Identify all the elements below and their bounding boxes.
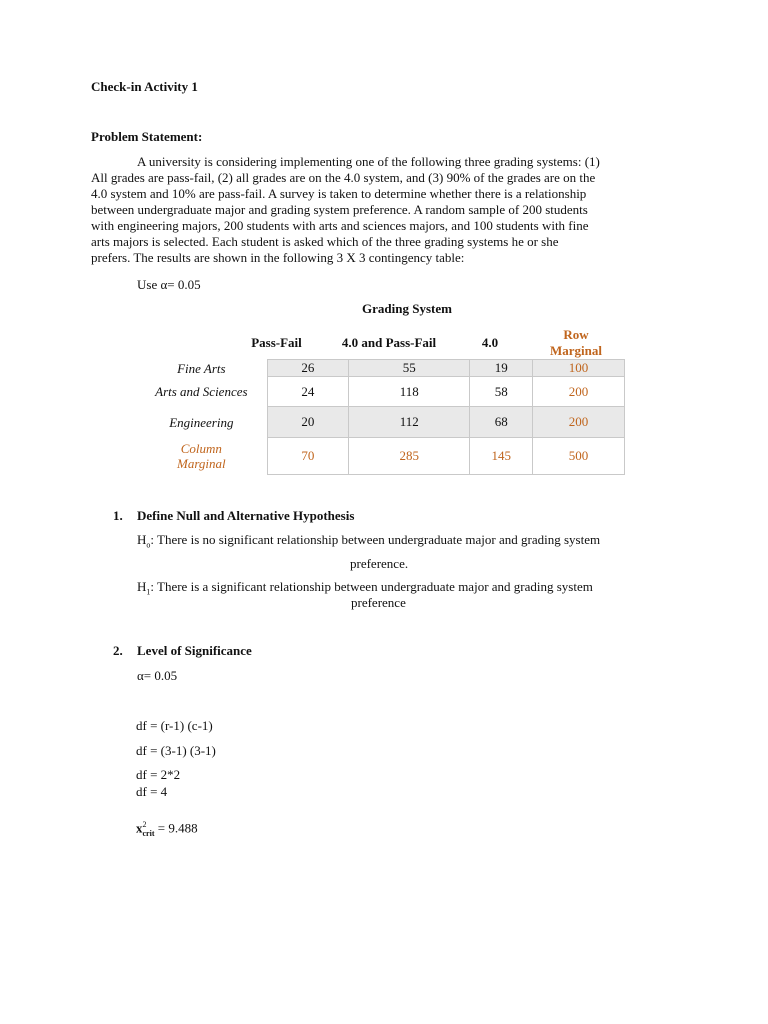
table-cell: 19 [470, 360, 533, 377]
column-header: 4.0 [481, 335, 499, 350]
h1-subscript: 1 [146, 587, 151, 597]
contingency-table [136, 359, 625, 475]
problem-line: with engineering majors, 200 students with arts and sciences majors, and 100 students with fine [91, 218, 589, 233]
table-cell: 58 [470, 377, 533, 407]
alpha-value: α= 0.05 [137, 668, 178, 683]
column-marginal-cell: 145 [470, 438, 533, 475]
h1-symbol: H [137, 579, 147, 594]
row-label: Engineering [136, 407, 267, 438]
table-title: Grading System [362, 301, 452, 316]
df-result: df = 4 [136, 784, 168, 799]
section-number: 2. [113, 643, 123, 658]
problem-line: 4.0 system and 10% are pass-fail. A survey is taken to determine whether there is a relationship [91, 186, 587, 201]
table-cell: 20 [267, 407, 348, 438]
column-header: Pass-Fail [251, 335, 302, 350]
row-marginal-cell: 200 [533, 377, 625, 407]
table-row [136, 407, 625, 438]
problem-line: prefers. The results are shown in the following 3 X 3 contingency table: [91, 250, 465, 265]
grand-total-cell: 500 [533, 438, 625, 475]
row-marginal-header: Row Marginal [550, 327, 602, 358]
problem-line: between undergraduate major and grading system preference. A random sample of 200 students [91, 202, 588, 217]
chi-value: = 9.488 [157, 820, 198, 836]
section-heading: Level of Significance [137, 643, 252, 658]
table-cell: 68 [470, 407, 533, 438]
chi-symbol: x [136, 820, 143, 836]
null-hypothesis [137, 532, 600, 554]
chi-critical [136, 817, 198, 842]
table-row [136, 360, 625, 377]
alpha-usage: Use α= 0.05 [137, 277, 201, 292]
section-heading: Define Null and Alternative Hypothesis [137, 508, 355, 523]
row-marginal-cell: 100 [533, 360, 625, 377]
column-marginal-cell: 285 [349, 438, 470, 475]
table-cell: 118 [349, 377, 470, 407]
table-row [136, 438, 625, 475]
problem-line: A university is considering implementing one of the following three grading systems: (1) [137, 154, 600, 169]
page-title: Check-in Activity 1 [91, 79, 198, 94]
column-marginal-label: Column Marginal [136, 438, 267, 475]
row-marginal-cell: 200 [533, 407, 625, 438]
table-cell: 24 [267, 377, 348, 407]
chi-subscript: crit [142, 828, 155, 838]
problem-line: arts majors is selected. Each student is asked which of the three grading systems he or she [91, 234, 559, 249]
column-marginal-cell: 70 [267, 438, 348, 475]
section-number: 1. [113, 508, 123, 523]
chi-superscript: 2 [142, 820, 147, 829]
problem-heading: Problem Statement: [91, 129, 203, 144]
row-label: Fine Arts [136, 360, 267, 377]
row-label: Arts and Sciences [136, 377, 267, 407]
table-row [136, 377, 625, 407]
null-hypothesis-continued: preference. [350, 556, 409, 571]
table-cell: 112 [349, 407, 470, 438]
h0-symbol: H [137, 532, 147, 547]
h0-subscript: o [146, 540, 151, 550]
problem-line: All grades are pass-fail, (2) all grades are on the 4.0 system, and (3) 90% of the grades are on the [91, 170, 596, 185]
df-product: df = 2*2 [136, 767, 181, 782]
df-substitution: df = (3-1) (3-1) [136, 743, 216, 758]
h1-text: : There is a significant relationship between undergraduate major and grading system [150, 579, 593, 594]
df-formula: df = (r-1) (c-1) [136, 718, 213, 733]
problem-paragraph [91, 154, 675, 266]
h0-text: : There is no significant relationship between undergraduate major and grading system [150, 532, 601, 547]
alternative-hypothesis-continued: preference [351, 595, 406, 610]
column-header: 4.0 and Pass-Fail [341, 335, 437, 350]
table-cell: 55 [349, 360, 470, 377]
table-cell: 26 [267, 360, 348, 377]
